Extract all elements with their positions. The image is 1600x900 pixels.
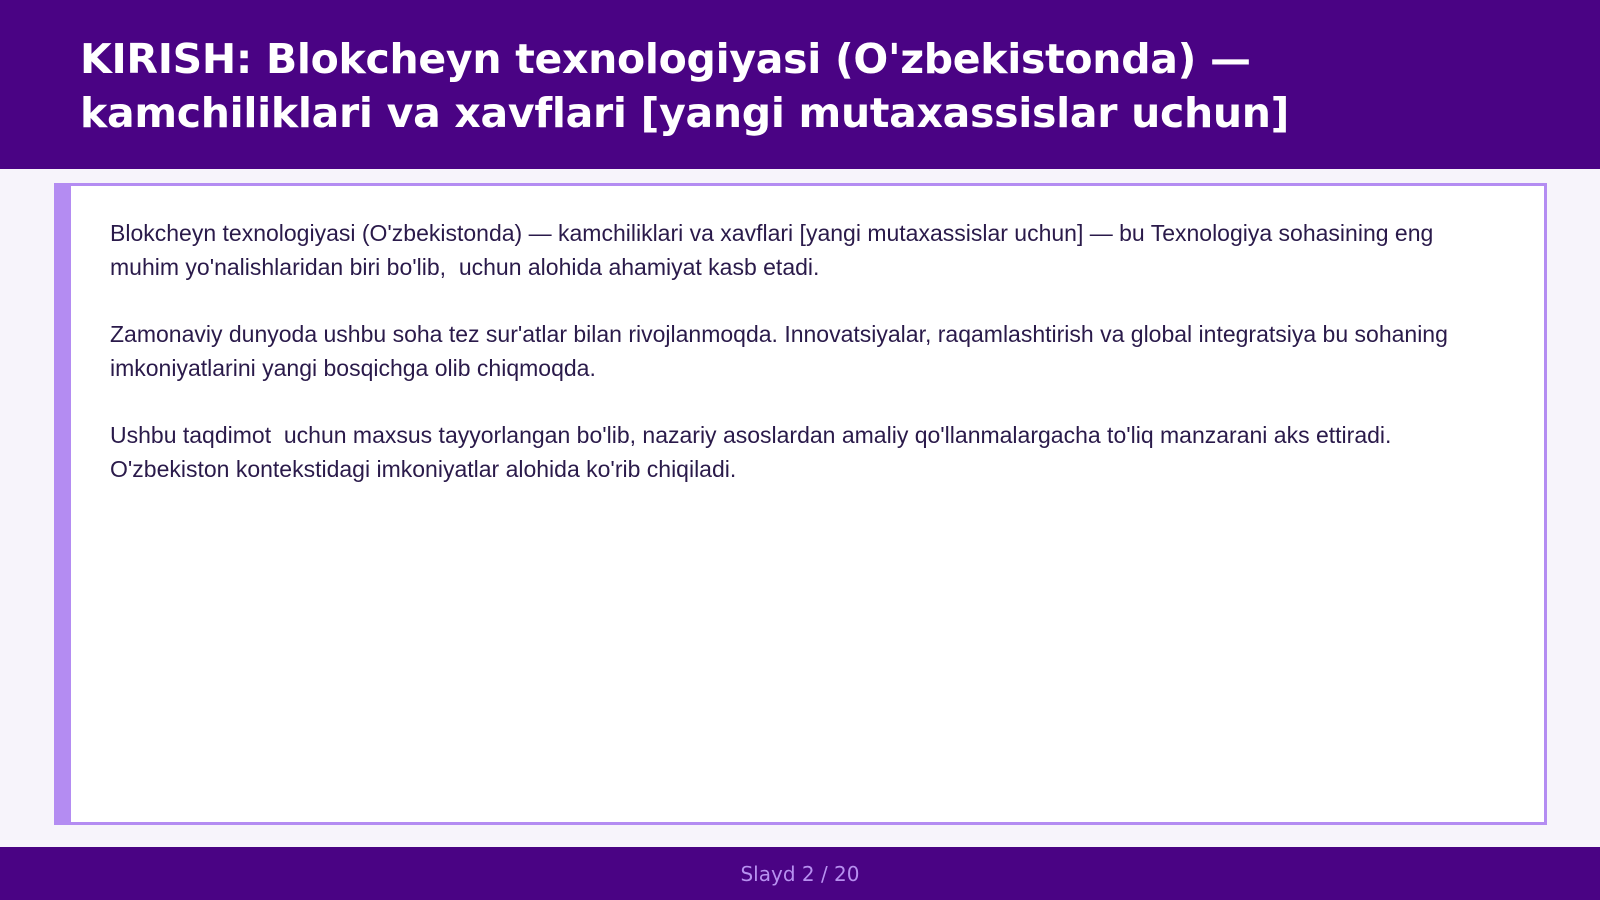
paragraph-development: Zamonaviy dunyoda ushbu soha tez sur'atlar bilan rivojlanmoqda. Innovatsiyalar, raqamlashtirish va global integratsiya bu sohaning imkoniyatlarini yangi bosqichga olib chiqmoqda.: [110, 321, 1455, 381]
slide-counter: Slayd 2 / 20: [740, 861, 860, 886]
slide-header: [0, 0, 1600, 169]
paragraph-intro: Blokcheyn texnologiyasi (O'zbekistonda) — kamchiliklari va xavflari [yangi mutaxassislar uchun] — bu Texnologiya sohasining eng muhim yo'nalishlaridan biri bo'lib, uchun alohida ahamiyat kasb etadi.: [110, 220, 1440, 280]
paragraph-purpose: Ushbu taqdimot uchun maxsus tayyorlangan bo'lib, nazariy asoslardan amaliy qo'llanmalargacha to'liq manzarani aks ettiradi. O'zbekiston kontekstidagi imkoniyatlar alohida ko'rib chiqiladi.: [110, 422, 1398, 482]
content-card: [54, 183, 1547, 825]
slide-title: KIRISH: Blokcheyn texnologiyasi (O'zbekistonda) — kamchiliklari va xavflari [yangi mutaxassislar uchun]: [80, 35, 1290, 137]
slide-footer: [0, 847, 1600, 900]
